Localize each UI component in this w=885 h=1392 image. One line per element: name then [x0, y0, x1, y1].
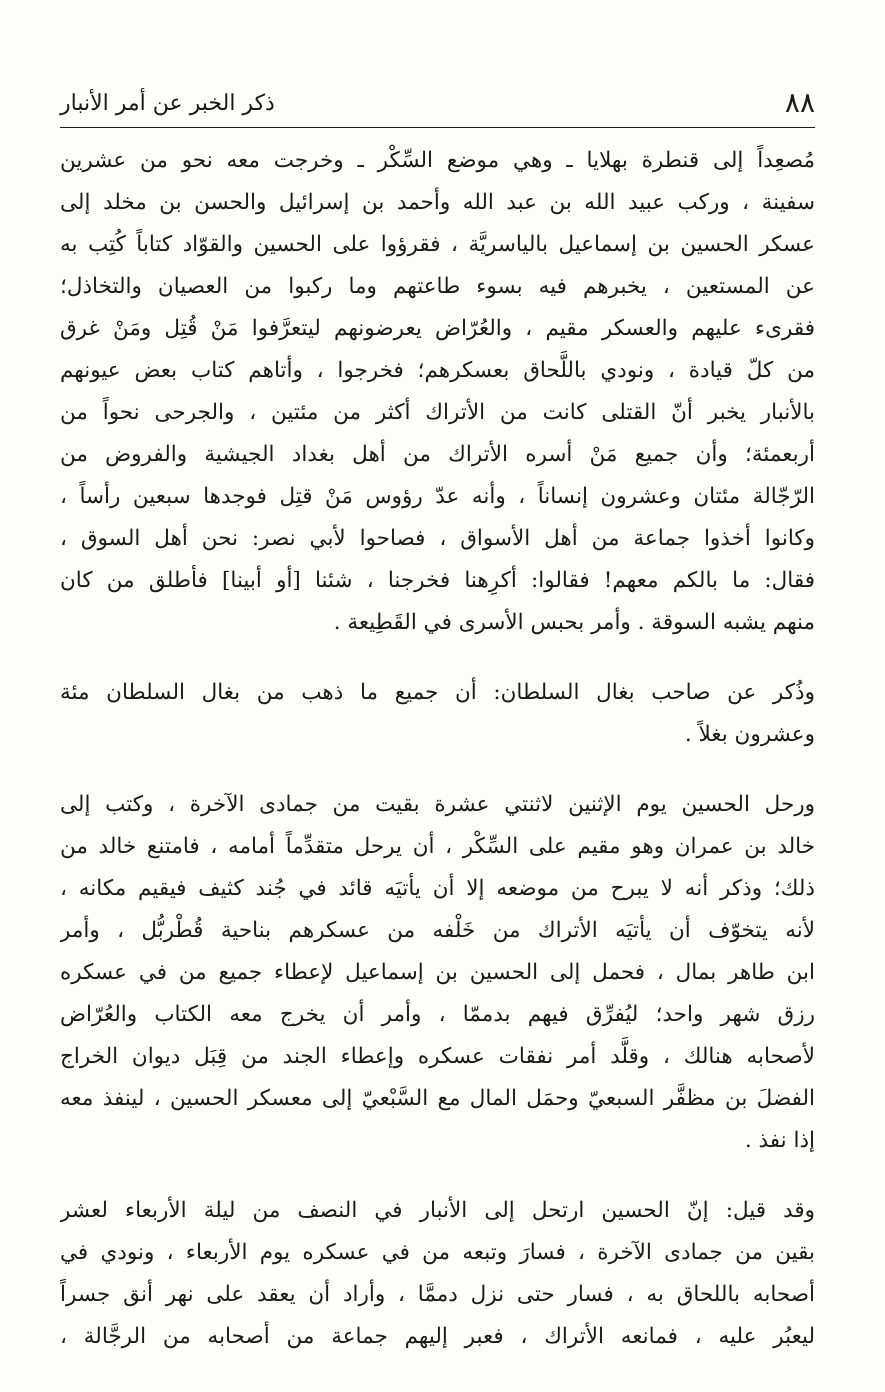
text-line: خالد بن عمران وهو مقيم على السِّكْر ، أن يرحل متقدِّماً أمامه ، فامتنع خالد من: [60, 834, 815, 859]
text-line: الرّجّالة مئتان وعشرون إنساناً ، وأنه عدّ رؤوس مَنْ قتِل فوجدها سبعين رأساً ،: [60, 484, 815, 509]
paragraph-gap: [60, 1162, 815, 1190]
page-number: ٨٨: [784, 86, 815, 119]
text-line: أربعمئة؛ وأن جميع مَنْ أسره الأتراك من أهل بغداد الجيشية والفروض من: [60, 442, 815, 467]
text-line: سفينة ، وركب عبيد الله بن عبد الله وأحمد بن إسرائيل والحسن بن مخلد إلى: [60, 190, 815, 215]
text-line: عسكر الحسين بن إسماعيل بالياسريَّة ، فقرؤوا على الحسين والقوّاد كتاباً كُتِب به: [60, 232, 815, 257]
text-line: ابن طاهر بمال ، فحمل إلى الحسين بن إسماعيل لإعطاء جميع من في عسكره: [60, 960, 815, 985]
running-head: ذكر الخبر عن أمر الأنبار: [60, 91, 275, 116]
text-line: من كلّ قيادة ، ونودي باللَّحاق بعسكرهم؛ فخرجوا ، وأتاهم كتاب بعض عيونهم: [60, 358, 815, 383]
text-line: إذا نفذ .: [744, 1128, 815, 1153]
text-line: ليعبُر عليه ، فمانعه الأتراك ، فعبر إليهم جماعة من أصحابه من الرجَّالة ،: [60, 1324, 815, 1349]
text-line: مُصعِداً إلى قنطرة بهلايا ـ وهي موضع السِّكْر ـ وخرجت معه نحو من عشرين: [60, 148, 815, 173]
text-line: لأنه يتخوّف أن يأتيَه الأتراك من خَلْفه من عسكرهم بناحية قُطْربُّل ، وأمر: [60, 918, 815, 943]
text-line: لأصحابه هنالك ، وقلَّد أمر نفقات عسكره وإعطاء الجند من قِبَل ديوان الخراج: [60, 1044, 815, 1069]
body-text: [60, 140, 815, 1358]
text-line: بقين من جمادى الآخرة ، فسارَ وتبعه من في عسكره يوم الأربعاء ، ونودي في: [60, 1240, 815, 1265]
text-line: ذلك؛ وذكر أنه لا يبرح من موضعه إلا أن يأتيَه قائد في جُند كثيف فيقيم مكانه ،: [60, 876, 815, 901]
text-line: منهم يشبه السوقة . وأمر بحبس الأسرى في القَطِيعة .: [333, 610, 815, 635]
text-line: وكانوا أخذوا جماعة من أهل الأسواق ، فصاحوا لأبي نصر: نحن أهل السوق ،: [60, 526, 815, 551]
paragraph-gap: [60, 644, 815, 672]
paragraph: [60, 1190, 815, 1358]
text-line: عن المستعين ، يخبرهم فيه بسوء طاعتهم وما ركبوا من العصيان والتخاذل؛: [60, 274, 815, 299]
paragraph-gap: [60, 756, 815, 784]
text-line: فقرىء عليهم والعسكر مقيم ، والعُرّاض يعرضونهم ليتعرَّفوا مَنْ قُتِل ومَنْ غرق: [60, 316, 815, 341]
text-line: ورحل الحسين يوم الإثنين لاثنتي عشرة بقيت من جمادى الآخرة ، وكتب إلى: [60, 792, 815, 817]
text-line: أصحابه باللحاق به ، فسار حتى نزل دممَّا ، وأراد أن يعقد على نهر أنق جسراً: [60, 1282, 815, 1307]
paragraph: [60, 140, 815, 644]
text-line: فقال: ما بالكم معهم! فقالوا: أكرِهنا فخرجنا ، شئنا [أو أبينا] فأطلق من كان: [60, 568, 815, 593]
paragraph: [60, 784, 815, 1162]
paragraph: [60, 672, 815, 756]
text-line: رزق شهر واحد؛ ليُفرِّق فيهم بدممّا ، وأمر أن يخرج معه الكتاب والعُرّاض: [60, 1002, 815, 1027]
text-line: وذُكر عن صاحب بغال السلطان: أن جميع ما ذهب من بغال السلطان مئة: [60, 680, 815, 705]
text-line: الفضلَ بن مظفَّر السبعيّ وحمَل المال مع السَّبْعيّ إلى معسكر الحسين ، لينفذ معه: [60, 1086, 815, 1111]
text-line: وعشرون بغلاً .: [684, 722, 815, 747]
text-line: بالأنبار يخبر أنّ القتلى كانت من الأتراك أكثر من مئتين ، والجرحى نحواً من: [60, 400, 815, 425]
page-header: [60, 84, 815, 126]
text-line: وقد قيل: إنّ الحسين ارتحل إلى الأنبار في النصف من ليلة الأربعاء لعشر: [60, 1198, 815, 1223]
header-rule: [60, 127, 815, 128]
